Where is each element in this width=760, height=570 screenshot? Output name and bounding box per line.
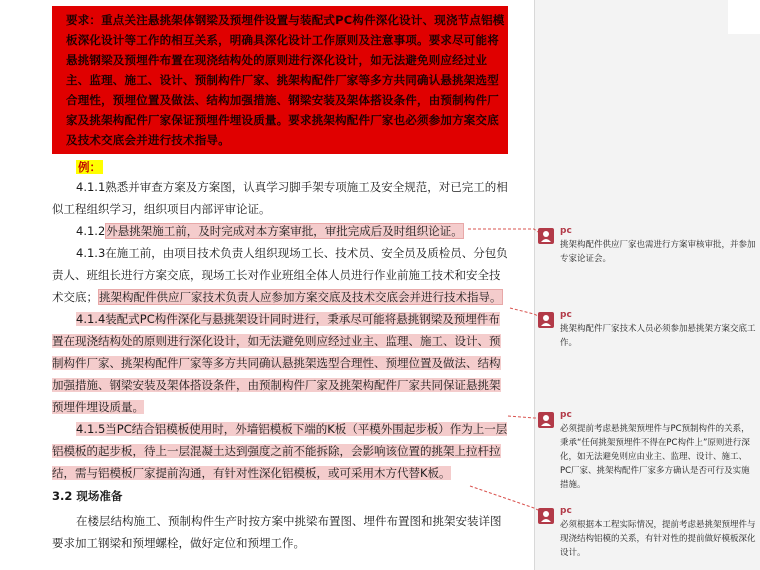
paragraph-field-prep: 在楼层结构施工、预制构件生产时按方案中挑梁布置图、埋件布置图和挑架安装详图要求加工钢梁和预埋螺栓，做好定位和预埋工作。: [52, 514, 502, 550]
comment-anchor-4[interactable]: 4.1.5当PC结合铝模板使用时，外墙铝模板下端的K板（平模外围起步板）作为上一层铝模板的起步板，待上一层混凝土达到强度之前不能拆除，会影响该位置的挑架上拉杆拉结，需与铝模板厂家提前沟通，有针对性深化铝模板，或可采用木方代替K板。: [52, 422, 508, 480]
connector-line: [468, 229, 538, 232]
comment-text: 挑架构配件供应厂家也需进行方案审核审批，并参加专家论证会。: [560, 240, 756, 264]
connector-line: [508, 416, 538, 418]
comment-author: pc: [560, 310, 572, 320]
comment-text: 必须提前考虑悬挑架预埋件与PC预制构件的关系，秉承“任何挑架预埋件不得在PC构件上”原则进行深化，如无法避免则应由业主、监理、设计、施工、PC厂家、挑架构配件厂家多方确认是否可行及实施措施。: [560, 424, 750, 490]
paragraph-4-1-1: 4.1.1熟悉并审查方案及方案图，认真学习脚手架专项施工及安全规范，对已完工的相似工程组织学习，组织项目内部评审论证。: [52, 180, 508, 216]
section-heading: 3.2 现场准备: [52, 489, 123, 503]
comment-anchor-3[interactable]: 4.1.4装配式PC构件深化与悬挑架设计同时进行，秉承尽可能将悬挑钢梁及预埋件布置在现浇结构处的原则进行深化设计，如无法避免则应经过业主、监理、施工、设计、预制构件厂家、挑架构配件厂家等多方共同确认悬挑架选型合理性、预埋位置及做法、结构加强措施、钢梁安装及架体搭设条件，由预制构件厂家及挑架构配件厂家共同保证悬挑架预埋件埋设质量。: [52, 312, 501, 414]
requirement-block: 要求：重点关注悬挑架体钢梁及预埋件设置与装配式PC构件深化设计、现浇节点铝模板深化设计等工作的相互关系，明确具深化设计工作原则及注意事项。要求尽可能将悬挑钢梁及预埋件布置在现浇结构处的原则进行深化设计，如无法避免则应经过业主、监理、施工、设计、预制构件厂家、挑架构配件厂家等多方共同确认悬挑架选型合理性，预埋位置及做法、结构加强措施、钢梁安装及架体搭设条件，由预制构件厂家及挑架构配件厂家保证预埋件埋设质量。要求挑架构配件厂家也必须参加方案交底及技术交底会并进行技术指导。: [52, 6, 508, 154]
comment-text: 必须根据本工程实际情况，提前考虑悬挑架预埋件与现浇结构铝模的关系，有针对性的提前做好模板深化设计。: [560, 520, 756, 558]
comment-text: 挑架构配件厂家技术人员必须参加悬挑架方案交底工作。: [560, 324, 756, 348]
comment-anchor-2[interactable]: 挑架构配件供应厂家技术负责人应参加方案交底及技术交底会并进行技术指导。: [99, 290, 502, 304]
comment-author: pc: [560, 226, 572, 236]
example-label: 例：: [78, 160, 101, 174]
connector-line: [510, 308, 538, 316]
connector-line: [470, 486, 538, 510]
comment-author: pc: [560, 410, 572, 420]
paragraph-4-1-3-text: 4.1.3在施工前，由项目技术负责人组织现场工长、技术员、安全员及质检员、分包负责人、班组长进行方案交底，现场工长对作业班组全体人员进行作业前施工技术和安全技术交底；: [52, 246, 508, 304]
comment-author: pc: [560, 506, 572, 516]
comment-anchor-1[interactable]: 外悬挑架施工前，及时完成对本方案审批，审批完成后及时组织论证。: [106, 224, 463, 238]
paragraph-4-1-2-number: 4.1.2: [76, 224, 106, 238]
